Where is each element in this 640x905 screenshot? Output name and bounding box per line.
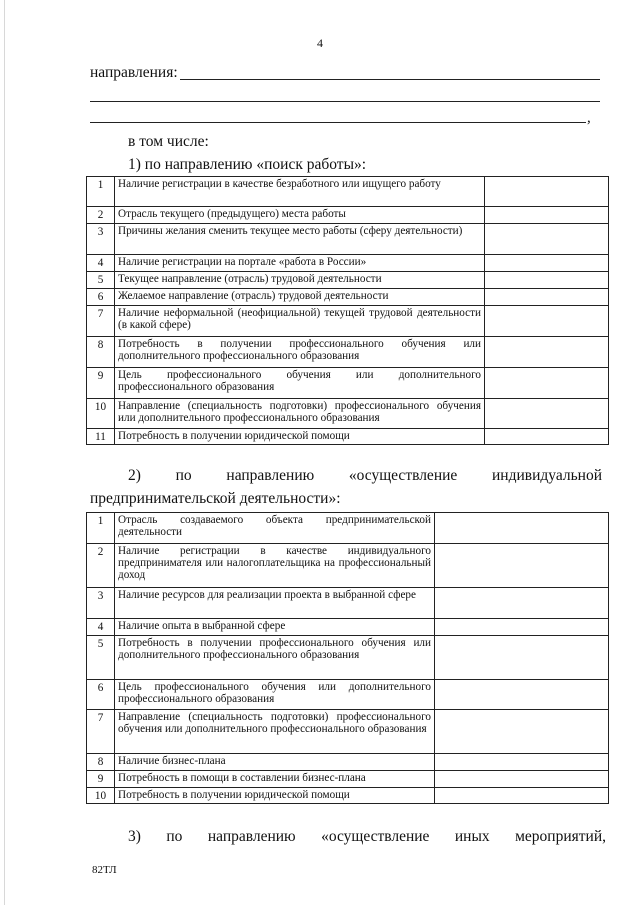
row-description: Наличие регистрации в качестве безработного или ищущего работу — [115, 177, 485, 207]
row-number: 9 — [87, 771, 115, 788]
row-description: Направление (специальность подготовки) профессионального обучения или дополнительного профессионального образования — [115, 710, 435, 754]
answer-cell[interactable] — [435, 544, 609, 588]
blank-line-3 — [90, 122, 586, 123]
row-description: Потребность в получении юридической помощи — [115, 788, 435, 804]
row-number: 7 — [87, 710, 115, 754]
table-row — [87, 771, 609, 788]
row-number: 8 — [87, 337, 115, 368]
row-description: Наличие регистрации на портале «работа в России» — [115, 255, 485, 272]
table-row — [87, 306, 609, 337]
row-description: Текущее направление (отрасль) трудовой деятельности — [115, 272, 485, 289]
table-row — [87, 710, 609, 754]
row-description: Отрасль создаваемого объекта предпринимательской деятельности — [115, 513, 435, 544]
table-row — [87, 289, 609, 306]
directions-label: направления: — [90, 64, 178, 81]
section2-heading-line1 — [128, 467, 602, 485]
table-row — [87, 588, 609, 619]
row-description: Наличие регистрации в качестве индивидуального предпринимателя или налогоплательщика на профессиональный доход — [115, 544, 435, 588]
answer-cell[interactable] — [485, 289, 609, 306]
heading-word: мероприятий, — [515, 828, 606, 845]
table-row — [87, 513, 609, 544]
heading-word: «осуществление — [321, 828, 430, 845]
row-number: 5 — [87, 272, 115, 289]
row-description: Наличие ресурсов для реализации проекта в выбранной сфере — [115, 588, 435, 619]
row-number: 3 — [87, 224, 115, 255]
row-number: 8 — [87, 754, 115, 771]
answer-cell[interactable] — [435, 588, 609, 619]
answer-cell[interactable] — [485, 177, 609, 207]
row-number: 1 — [87, 513, 115, 544]
job-search-table — [86, 176, 609, 445]
answer-cell[interactable] — [435, 788, 609, 804]
row-number: 5 — [87, 636, 115, 680]
answer-cell[interactable] — [435, 754, 609, 771]
answer-cell[interactable] — [485, 207, 609, 224]
heading-word: направлению — [226, 467, 315, 484]
page-number: 4 — [317, 36, 323, 50]
table-row — [87, 368, 609, 399]
scan-edge — [4, 0, 5, 905]
heading-word: иных — [454, 828, 490, 845]
answer-cell[interactable] — [485, 368, 609, 399]
answer-cell[interactable] — [485, 224, 609, 255]
answer-cell[interactable] — [435, 771, 609, 788]
row-description: Потребность в помощи в составлении бизнес-плана — [115, 771, 435, 788]
table-row — [87, 429, 609, 445]
heading-word: по — [166, 828, 183, 845]
table-row — [87, 788, 609, 804]
row-number: 2 — [87, 207, 115, 224]
row-description: Отрасль текущего (предыдущего) места работы — [115, 207, 485, 224]
answer-cell[interactable] — [485, 306, 609, 337]
table-row — [87, 399, 609, 429]
table-row — [87, 544, 609, 588]
row-description: Причины желания сменить текущее место работы (сферу деятельности) — [115, 224, 485, 255]
answer-cell[interactable] — [485, 272, 609, 289]
table-row — [87, 177, 609, 207]
answer-cell[interactable] — [485, 337, 609, 368]
table-row — [87, 636, 609, 680]
section3-heading — [128, 828, 606, 846]
heading-word: 2) — [128, 467, 141, 484]
row-number: 4 — [87, 619, 115, 636]
table-row — [87, 619, 609, 636]
heading-word: по — [175, 467, 192, 484]
row-number: 6 — [87, 680, 115, 710]
form-code: 82ТЛ — [92, 864, 117, 876]
answer-cell[interactable] — [485, 399, 609, 429]
heading-word: 3) — [128, 828, 141, 845]
blank-line-2 — [90, 101, 600, 102]
row-description: Наличие неформальной (неофициальной) текущей трудовой деятельности (в какой сфере) — [115, 306, 485, 337]
row-number: 1 — [87, 177, 115, 207]
row-description: Цель профессионального обучения или дополнительного профессионального образования — [115, 680, 435, 710]
section1-heading: 1) по направлению «поиск работы»: — [128, 156, 367, 173]
answer-cell[interactable] — [435, 513, 609, 544]
row-number: 10 — [87, 788, 115, 804]
row-description: Потребность в получении профессионального обучения или дополнительного профессионального образования — [115, 337, 485, 368]
trailing-comma: , — [587, 110, 591, 126]
answer-cell[interactable] — [435, 619, 609, 636]
answer-cell[interactable] — [435, 636, 609, 680]
row-description: Направление (специальность подготовки) профессионального обучения или дополнительного профессионального образования — [115, 399, 485, 429]
table-row — [87, 207, 609, 224]
row-number: 2 — [87, 544, 115, 588]
heading-word: направлению — [207, 828, 296, 845]
row-number: 6 — [87, 289, 115, 306]
table-row — [87, 224, 609, 255]
row-number: 9 — [87, 368, 115, 399]
answer-cell[interactable] — [485, 429, 609, 445]
section2-heading-line2: предпринимательской деятельности»: — [90, 490, 341, 507]
row-number: 10 — [87, 399, 115, 429]
answer-cell[interactable] — [435, 710, 609, 754]
table-row — [87, 272, 609, 289]
table-row — [87, 754, 609, 771]
including-text: в том числе: — [128, 133, 209, 150]
row-description: Наличие бизнес-плана — [115, 754, 435, 771]
table-row — [87, 337, 609, 368]
row-description: Цель профессионального обучения или дополнительного профессионального образования — [115, 368, 485, 399]
heading-word: индивидуальной — [492, 467, 602, 484]
answer-cell[interactable] — [435, 680, 609, 710]
heading-word: «осуществление — [348, 467, 458, 484]
row-description: Наличие опыта в выбранной сфере — [115, 619, 435, 636]
blank-line-1 — [180, 79, 600, 80]
row-description: Потребность в получении профессионального обучения или дополнительного профессионального образования — [115, 636, 435, 680]
row-number: 11 — [87, 429, 115, 445]
row-number: 3 — [87, 588, 115, 619]
row-number: 7 — [87, 306, 115, 337]
row-number: 4 — [87, 255, 115, 272]
answer-cell[interactable] — [485, 255, 609, 272]
row-description: Потребность в получении юридической помощи — [115, 429, 485, 445]
table-row — [87, 680, 609, 710]
row-description: Желаемое направление (отрасль) трудовой деятельности — [115, 289, 485, 306]
table-row — [87, 255, 609, 272]
entrepreneurship-table — [86, 512, 609, 804]
